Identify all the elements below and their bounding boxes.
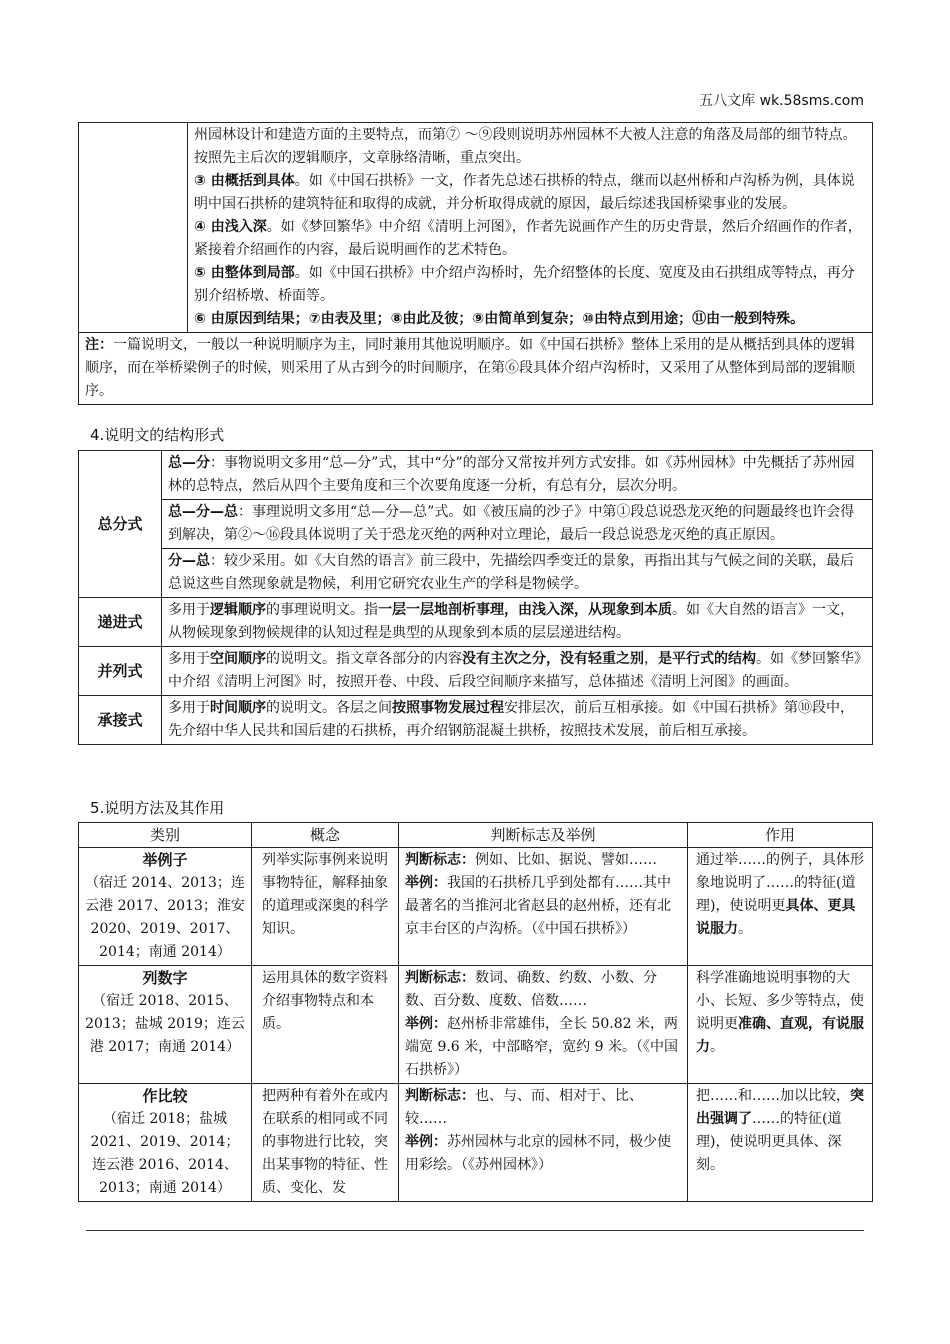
use-c: 。 bbox=[710, 1039, 724, 1055]
method-category bbox=[79, 848, 252, 966]
use-a: 通过举……的例子，具体形象地说明了……的特征(道理)，使说明更 bbox=[696, 852, 864, 914]
structure-zongfen-r2-head: 总—分—总 bbox=[168, 504, 238, 520]
use-b: 准确、直观，有说服力 bbox=[696, 1016, 864, 1055]
order-p5: ⑥ 由原因到结果；⑦由表及里；⑧由此及彼；⑨由简单到复杂；⑩由特点到用途；⑪由一般到特殊。 bbox=[194, 311, 805, 327]
order-p3 bbox=[194, 216, 866, 262]
structure-label-dijin: 递进式 bbox=[79, 598, 162, 647]
use-c: ……的特征(道理)，使说明更具体、深刻。 bbox=[696, 1111, 842, 1173]
example-label: 举例： bbox=[405, 1134, 447, 1150]
structure-binglie-text bbox=[162, 647, 873, 696]
method-source: （宿迁 2018、2015、2013；盐城 2019；连云港 2017；南通 2014） bbox=[85, 993, 245, 1055]
sign-label: 判断标志： bbox=[405, 852, 475, 868]
order-p4-head: ⑤ 由整体到局部 bbox=[194, 265, 295, 281]
structure-label-zongfen: 总分式 bbox=[79, 451, 162, 598]
chengjie-t2: 时间顺序 bbox=[210, 700, 266, 716]
method-use bbox=[688, 848, 873, 966]
use-b: 具体、更具说服力 bbox=[696, 898, 856, 937]
use-b: 突出强调了 bbox=[696, 1088, 864, 1127]
example-text: 我国的石拱桥几乎到处都有……其中最著名的当推河北省赵县的赵州桥，还有北京丰台区的卢沟桥。（《中国石拱桥》） bbox=[405, 875, 671, 937]
example-text: 赵州桥非常雄伟，全长 50.82 米，两端宽 9.6 米，中部略窄，宽约 9 米。（《中国石拱桥》） bbox=[405, 1016, 678, 1078]
binglie-t7: 。如《梦回繁华》中介绍《清明上河图》时，按照开卷、中段、后段空间顺序来描写，总体描述《清明上河图》的画面。 bbox=[168, 651, 861, 690]
structure-table bbox=[78, 450, 873, 745]
order-p2-body: 。如《中国石拱桥》一文，作者先总述石拱桥的特点，继而以赵州桥和卢沟桥为例，具体说明中国石拱桥的建筑特征和取得的成就，并分析取得成就的原因，最后综述我国桥梁事业的发展。 bbox=[194, 173, 855, 212]
methods-row-examples bbox=[79, 848, 873, 966]
use-c: 。 bbox=[738, 921, 752, 937]
method-source: （宿迁 2018；盐城 2021、2019、2014；连云港 2016、2014、2013；南通 2014） bbox=[90, 1111, 240, 1196]
sign-label: 判断标志： bbox=[405, 1088, 475, 1104]
structure-zongfen-r2-body: ：事理说明文多用“总—分—总”式。如《被压扁的沙子》中第①段总说恐龙灭绝的问题最终也许会得到解决，第②～⑯段具体说明了关于恐龙灭绝的两种对立理论，最后一段总说恐龙灭绝的真正原因。 bbox=[168, 504, 855, 543]
methods-header-judge: 判断标志及举例 bbox=[399, 823, 688, 848]
use-a: 把……和……加以比较， bbox=[696, 1088, 850, 1104]
order-note bbox=[79, 333, 873, 405]
chengjie-t3: 的说明文。各层之间 bbox=[266, 700, 392, 716]
structure-zongfen-r3 bbox=[162, 549, 873, 598]
sign-text: 也、与、而、相对于、比、较…… bbox=[405, 1088, 643, 1127]
binglie-t4: 没有主次之分，没有轻重之别 bbox=[462, 651, 644, 667]
section5-title: 5.说明方法及其作用 bbox=[90, 799, 225, 817]
order-p2-head: ③ 由概括到具体 bbox=[194, 173, 295, 189]
methods-table bbox=[78, 822, 873, 1202]
section4-title: 4.说明文的结构形式 bbox=[90, 426, 225, 444]
order-p2 bbox=[194, 170, 866, 216]
method-judge bbox=[399, 966, 688, 1084]
order-table-left-cell bbox=[79, 123, 188, 333]
binglie-t1: 多用于 bbox=[168, 651, 210, 667]
methods-row-comparison bbox=[79, 1084, 873, 1202]
method-name: 举例子 bbox=[142, 851, 188, 869]
use-a: 科学准确地说明事物的大小、长短、多少等特点，使说明更 bbox=[696, 970, 864, 1032]
methods-header-concept: 概念 bbox=[252, 823, 399, 848]
binglie-t3: 的说明文。指文章各部分的内容 bbox=[266, 651, 462, 667]
method-name: 列数字 bbox=[142, 969, 188, 987]
order-note-head: 注： bbox=[85, 337, 113, 353]
methods-header-category: 类别 bbox=[79, 823, 252, 848]
binglie-t5: ， bbox=[644, 651, 658, 667]
method-category bbox=[79, 966, 252, 1084]
order-content-cell bbox=[188, 123, 873, 333]
method-category bbox=[79, 1084, 252, 1202]
structure-dijin-text bbox=[162, 598, 873, 647]
sign-text: 例如、比如、据说、譬如…… bbox=[475, 852, 657, 868]
dijin-t5: 。如《大自然的语言》一文，从物候现象到物候规律的认知过程是典型的从现象到本质的层层递进结构。 bbox=[168, 602, 854, 641]
order-p4-body: 。如《中国石拱桥》中介绍卢沟桥时，先介绍整体的长度、宽度及由石拱组成等特点，再分别介绍桥墩、桥面等。 bbox=[194, 265, 855, 304]
structure-label-chengjie: 承接式 bbox=[79, 696, 162, 745]
methods-header-row bbox=[79, 823, 873, 848]
structure-zongfen-r3-head: 分—总 bbox=[168, 553, 210, 569]
structure-zongfen-r1 bbox=[162, 451, 873, 500]
chengjie-t5: 安排层次，前后互相承接。如《中国石拱桥》第⑩段中，先介绍中华人民共和国后建的石拱桥，再介绍钢筋混凝土拱桥，按照技术发展，前后相互承接。 bbox=[168, 700, 854, 739]
order-p3-head: ④ 由浅入深 bbox=[194, 219, 267, 235]
order-p1: 州园林设计和建造方面的主要特点，而第⑦ ～⑨段则说明苏州园林不大被人注意的角落及局部的细节特点。按照先主后次的逻辑顺序，文章脉络清晰，重点突出。 bbox=[194, 127, 857, 166]
chengjie-t4: 按照事物发展过程 bbox=[392, 700, 504, 716]
example-text: 苏州园林与北京的园林不同，极少使用彩绘。（《苏州园林》） bbox=[405, 1134, 671, 1173]
sign-text: 数词、确数、约数、小数、分数、百分数、度数、倍数…… bbox=[405, 970, 657, 1009]
method-judge bbox=[399, 1084, 688, 1202]
method-concept: 把两种有着外在或内在联系的相同或不同的事物进行比较，突出某事物的特征、性质、变化、发 bbox=[252, 1084, 399, 1202]
method-name: 作比较 bbox=[142, 1087, 188, 1105]
structure-zongfen-r1-body: ：事物说明文多用“总—分”式，其中“分”的部分又常按并列方式安排。如《苏州园林》中先概括了苏州园林的总特点，然后从四个主要角度和三个次要角度逐一分析，有总有分，层次分明。 bbox=[168, 455, 855, 494]
method-concept: 运用具体的数字资料介绍事物特点和本质。 bbox=[252, 966, 399, 1084]
order-table bbox=[78, 122, 873, 405]
binglie-t6: 是平行式的结构 bbox=[658, 651, 756, 667]
dijin-t2: 逻辑顺序 bbox=[210, 602, 266, 618]
order-p4 bbox=[194, 262, 866, 308]
order-note-body: 一篇说明文，一般以一种说明顺序为主，同时兼用其他说明顺序。如《中国石拱桥》整体上采用的是从概括到具体的逻辑顺序，而在举桥梁例子的时候，则采用了从古到今的时间顺序，在第⑥段具体介绍卢沟桥时，又采用了从整体到局部的逻辑顺序。 bbox=[85, 337, 855, 399]
dijin-t4: 一层一层地剖析事理，由浅入深，从现象到本质 bbox=[378, 602, 672, 618]
method-use bbox=[688, 1084, 873, 1202]
structure-zongfen-r2 bbox=[162, 500, 873, 549]
structure-chengjie-text bbox=[162, 696, 873, 745]
example-label: 举例： bbox=[405, 875, 447, 891]
methods-row-numbers bbox=[79, 966, 873, 1084]
method-source: （宿迁 2014、2013；连云港 2017、2013；淮安 2020、2019、2017、2014；南通 2014） bbox=[85, 875, 245, 960]
example-label: 举例： bbox=[405, 1016, 447, 1032]
order-p3-body: 。如《梦回繁华》中介绍《清明上河图》，作者先说画作产生的历史背景，然后介绍画作的作者， 紧接着介绍画作的内容，最后说明画作的艺术特色。 bbox=[194, 219, 862, 258]
binglie-t2: 空间顺序 bbox=[210, 651, 266, 667]
structure-zongfen-r3-body: ：较少采用。如《大自然的语言》前三段中，先描绘四季变迁的景象，再指出其与气候之间的关联，最后总说这些自然现象就是物候，利用它研究农业生产的学科是物候学。 bbox=[168, 553, 854, 592]
method-judge bbox=[399, 848, 688, 966]
structure-label-binglie: 并列式 bbox=[79, 647, 162, 696]
method-concept: 列举实际事例来说明事物特征，解释抽象的道理或深奥的科学知识。 bbox=[252, 848, 399, 966]
sign-label: 判断标志： bbox=[405, 970, 475, 986]
dijin-t1: 多用于 bbox=[168, 602, 210, 618]
structure-zongfen-r1-head: 总—分 bbox=[168, 455, 210, 471]
dijin-t3: 的事理说明文。指 bbox=[266, 602, 378, 618]
methods-header-use: 作用 bbox=[688, 823, 873, 848]
chengjie-t1: 多用于 bbox=[168, 700, 210, 716]
footer-divider bbox=[86, 1230, 864, 1231]
method-use bbox=[688, 966, 873, 1084]
site-watermark-header: 五八文库 wk.58sms.com bbox=[699, 93, 864, 109]
